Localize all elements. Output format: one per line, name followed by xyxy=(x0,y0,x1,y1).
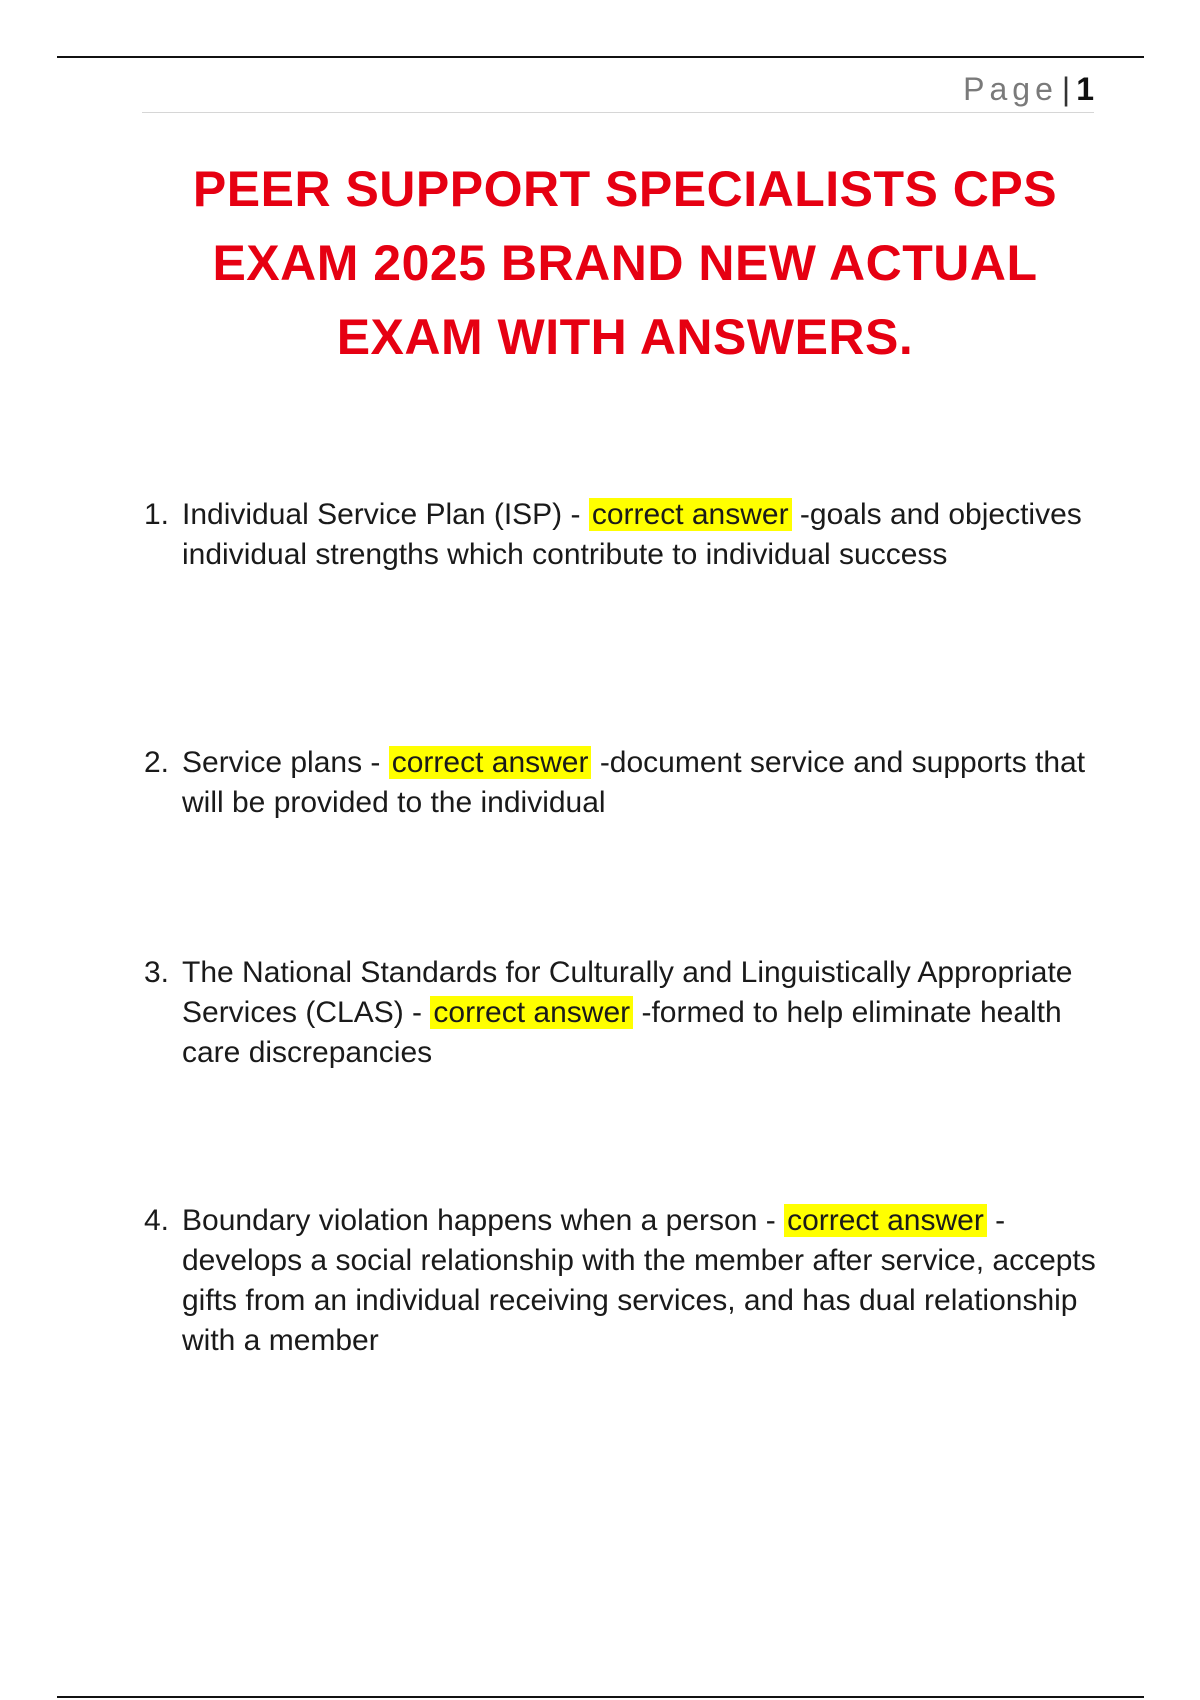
question-item xyxy=(140,743,1100,823)
answer-text: -goals and objectives individual strengths which contribute to individual success xyxy=(182,498,1082,571)
bottom-rule xyxy=(57,1696,1144,1698)
question-number: 2. xyxy=(144,746,170,779)
question-number: 4. xyxy=(144,1204,170,1237)
document-title xyxy=(100,152,1150,374)
question-number: 3. xyxy=(144,956,170,989)
question-text: Boundary violation happens when a person - xyxy=(182,1204,785,1237)
question-item xyxy=(140,953,1100,1073)
correct-answer-marker: correct answer xyxy=(389,746,592,779)
question-text: Service plans - xyxy=(182,746,389,779)
page-label: Page xyxy=(963,71,1058,107)
correct-answer-marker: correct answer xyxy=(784,1204,987,1237)
page-separator: | xyxy=(1061,71,1071,107)
answer-text: -formed to help eliminate health care discrepancies xyxy=(182,996,1062,1069)
question-item xyxy=(140,1201,1100,1361)
title-line: EXAM WITH ANSWERS. xyxy=(336,309,914,365)
answer-text: -document service and supports that will be provided to the individual xyxy=(182,746,1086,819)
question-number: 1. xyxy=(144,498,170,531)
correct-answer-marker: correct answer xyxy=(430,996,633,1029)
top-rule xyxy=(57,56,1144,58)
answer-text: - develops a social relationship with the member after service, accepts gifts from an individual receiving services, and has dual relationship with a member xyxy=(182,1204,1096,1357)
question-text: The National Standards for Culturally and Linguistically Appropriate Services (CLAS) - xyxy=(182,956,1073,1029)
correct-answer-marker: correct answer xyxy=(589,498,792,531)
page-header xyxy=(142,70,1094,113)
title-line: EXAM 2025 BRAND NEW ACTUAL xyxy=(212,235,1038,291)
page-number: 1 xyxy=(1076,71,1094,107)
question-text: Individual Service Plan (ISP) - xyxy=(182,498,589,531)
question-item xyxy=(140,495,1100,575)
title-line: PEER SUPPORT SPECIALISTS CPS xyxy=(192,161,1058,217)
